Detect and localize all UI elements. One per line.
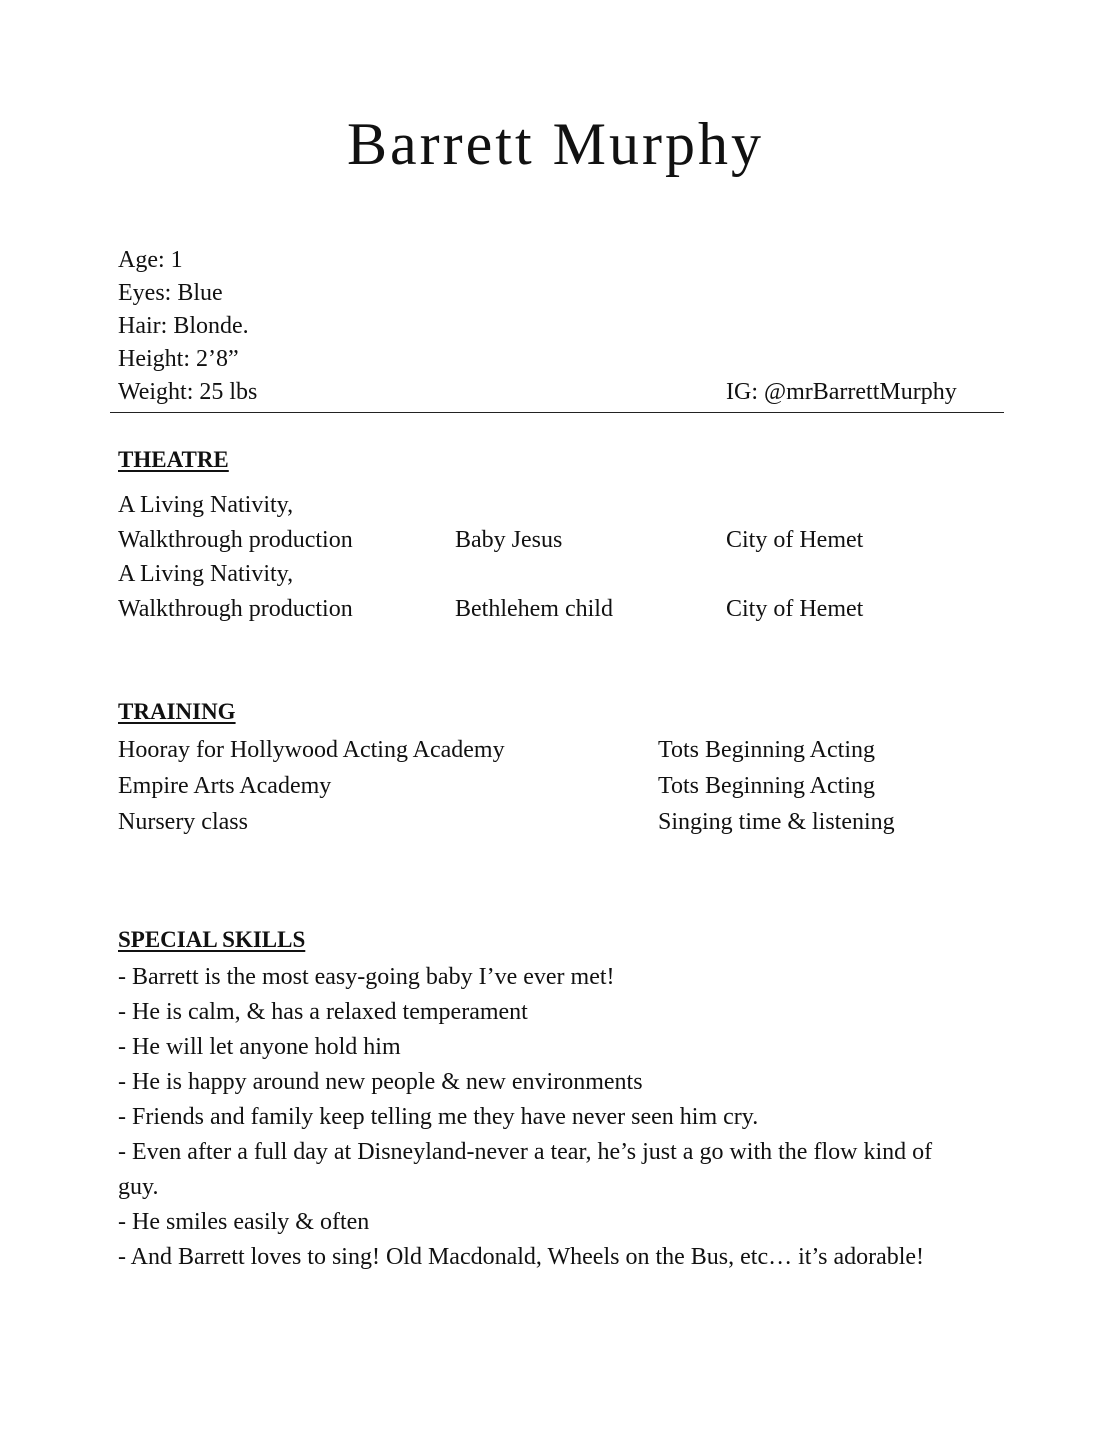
training-row-2-course: Tots Beginning Acting (658, 773, 875, 799)
instagram-handle: IG: @mrBarrettMurphy (726, 379, 957, 405)
stat-eyes: Eyes: Blue (118, 280, 223, 306)
skills-list (118, 960, 978, 1275)
training-row-1-course: Tots Beginning Acting (658, 737, 875, 763)
skill-item: - Friends and family keep telling me they have never seen him cry. (118, 1104, 759, 1130)
training-heading: TRAINING (118, 699, 236, 724)
page-title: Barrett Murphy (347, 111, 764, 177)
skill-item: - He smiles easily & often (118, 1209, 370, 1235)
training-row-3-course: Singing time & listening (658, 809, 895, 835)
skill-item: - He is calm, & has a relaxed temperament (118, 999, 528, 1025)
theatre-heading: THEATRE (118, 447, 229, 472)
theatre-row-2-title-line2: Walkthrough production (118, 596, 353, 622)
skill-item: - Even after a full day at Disneyland-never a tear, he’s just a go with the flow kind of guy. (118, 1139, 933, 1200)
stat-weight: Weight: 25 lbs (118, 379, 258, 405)
theatre-row-1-title-line2: Walkthrough production (118, 527, 353, 553)
stat-height: Height: 2’8” (118, 346, 239, 372)
theatre-row-1-title-line1: A Living Nativity, (118, 492, 294, 518)
training-row-2-school: Empire Arts Academy (118, 773, 332, 799)
skills-heading: SPECIAL SKILLS (118, 927, 306, 952)
skill-item: - He is happy around new people & new environments (118, 1069, 643, 1095)
stat-hair: Hair: Blonde. (118, 313, 249, 339)
theatre-row-2-title-line1: A Living Nativity, (118, 561, 294, 587)
theatre-row-1-role: Baby Jesus (455, 527, 563, 553)
skill-item: - And Barrett loves to sing! Old Macdonald, Wheels on the Bus, etc… it’s adorable! (118, 1244, 925, 1270)
stat-age: Age: 1 (118, 247, 183, 273)
skill-item: - Barrett is the most easy-going baby I’ve ever met! (118, 964, 615, 990)
training-row-1-school: Hooray for Hollywood Acting Academy (118, 737, 505, 763)
training-row-3-school: Nursery class (118, 809, 248, 835)
header-divider (110, 412, 1004, 413)
theatre-row-1-company: City of Hemet (726, 527, 864, 553)
theatre-row-2-company: City of Hemet (726, 596, 864, 622)
skill-item: - He will let anyone hold him (118, 1034, 401, 1060)
theatre-row-2-role: Bethlehem child (455, 596, 613, 622)
